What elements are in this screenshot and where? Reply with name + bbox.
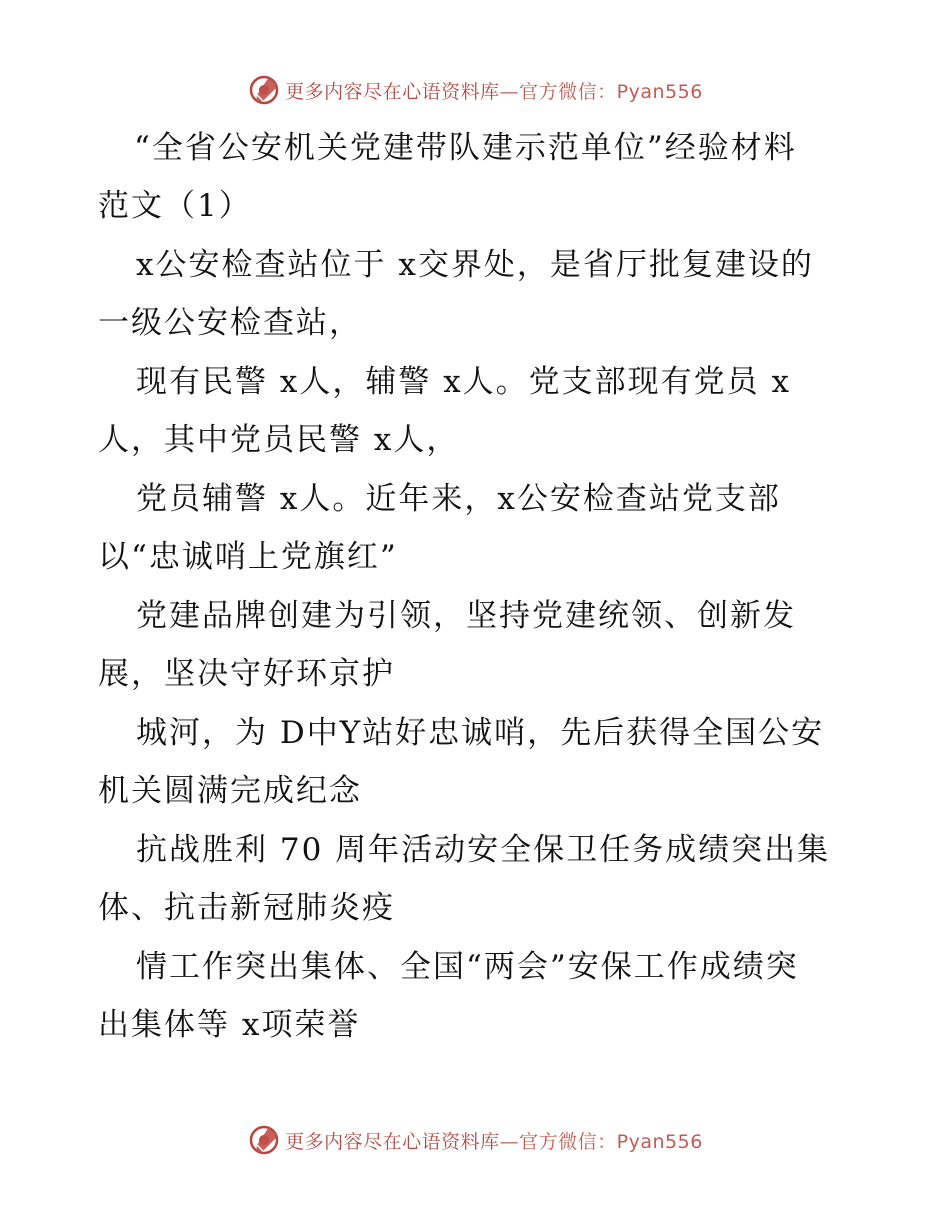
- paragraph-line: 党员辅警 x人。近年来，x公安检查站党支部: [136, 481, 781, 517]
- banner-separator: —: [499, 80, 520, 103]
- paragraph-line: 以“忠诚哨上党旗红”: [98, 539, 398, 575]
- title-line-2: 范文（1）: [98, 188, 252, 224]
- paragraph-line: 党建品牌创建为引领，坚持党建统领、创新发: [136, 598, 796, 634]
- paragraph-line: 现有民警 x人，辅警 x人。党支部现有党员 x: [136, 364, 792, 400]
- title-line-1: “全省公安机关党建带队建示范单位”经验材料: [134, 130, 797, 166]
- banner-separator: —: [499, 1130, 520, 1153]
- paragraph-line: 情工作突出集体、全国“两会”安保工作成绩突: [136, 949, 799, 985]
- paragraph-line: 人，其中党员民警 x人，: [98, 422, 460, 458]
- paragraph-line: 出集体等 x项荣誉: [98, 1007, 361, 1043]
- banner-wechat: 官方微信：Pyan556: [519, 80, 703, 103]
- footer-banner: [0, 1120, 950, 1160]
- paragraph-line: 体、抗击新冠肺炎疫: [98, 890, 395, 926]
- document-body: [0, 122, 950, 1082]
- pen-logo-icon: [247, 73, 281, 107]
- paragraph-line: 城河，为 D中Y站好忠诚哨，先后获得全国公安: [136, 715, 825, 751]
- pen-logo-icon: [247, 1123, 281, 1157]
- banner-text: [285, 77, 703, 104]
- paragraph-line: 机关圆满完成纪念: [98, 773, 362, 809]
- banner-text: [285, 1127, 703, 1154]
- banner-slogan: 更多内容尽在心语资料库: [285, 80, 500, 103]
- banner-wechat: 官方微信：Pyan556: [519, 1130, 703, 1153]
- header-banner: [0, 70, 950, 110]
- banner-slogan: 更多内容尽在心语资料库: [285, 1130, 500, 1153]
- paragraph-line: 抗战胜利 70 周年活动安全保卫任务成绩突出集: [136, 832, 831, 868]
- paragraph-line: 一级公安检查站，: [98, 305, 362, 341]
- paragraph-line: 展，坚决守好环京护: [98, 656, 395, 692]
- paragraph-line: x公安检查站位于 x交界处，是省厅批复建设的: [136, 247, 814, 283]
